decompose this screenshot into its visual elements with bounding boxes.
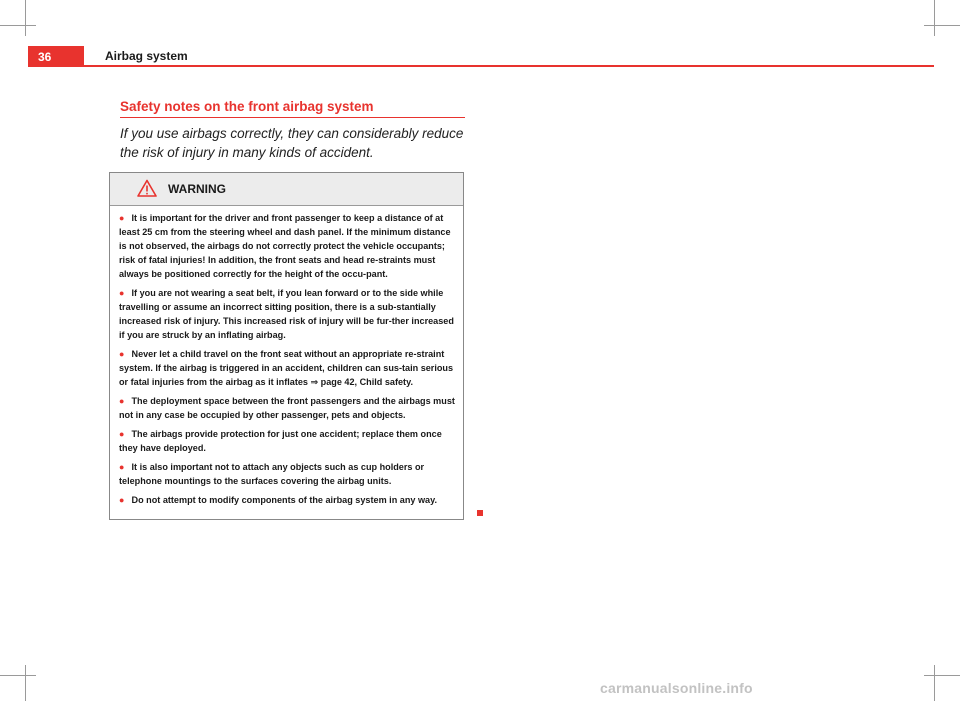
watermark: carmanualsonline.info — [600, 680, 753, 696]
warning-item — [119, 493, 456, 507]
warning-item — [119, 394, 456, 422]
bullet-icon: ● — [119, 288, 125, 298]
warning-item-text: The airbags provide protection for just one accident; replace them once they have deployed. — [119, 429, 442, 453]
warning-label: WARNING — [168, 182, 226, 196]
warning-item-text: If you are not wearing a seat belt, if you lean forward or to the side while travelling or assume an incorrect sitting position, there is a sub-stantially increased risk of injury. This increased risk of injury will be fur-ther increased if you are struck by an inflating airbag. — [119, 288, 454, 340]
warning-item-text: The deployment space between the front passengers and the airbags must not in any case be occupied by other passenger, pets and objects. — [119, 396, 455, 420]
bullet-icon: ● — [119, 349, 125, 359]
section-rule — [120, 117, 465, 118]
warning-item-text: It is also important not to attach any objects such as cup holders or telephone mountings to the surfaces covering the airbag units. — [119, 462, 425, 486]
warning-header — [110, 173, 463, 206]
chapter-title: Airbag system — [105, 49, 188, 63]
bullet-icon: ● — [119, 495, 125, 505]
crop-mark — [25, 665, 26, 701]
warning-item — [119, 460, 456, 488]
crop-mark — [934, 0, 935, 36]
warning-item — [119, 286, 456, 342]
crop-mark — [934, 665, 935, 701]
warning-body — [110, 206, 463, 507]
warning-item — [119, 427, 456, 455]
bullet-icon: ● — [119, 429, 125, 439]
warning-item — [119, 211, 456, 281]
crop-mark — [924, 25, 960, 26]
crop-mark — [0, 675, 36, 676]
warning-item-text: It is important for the driver and front passenger to keep a distance of at least 25 cm from the steering wheel and dash panel. If the minimum distance is not observed, the airbags do not correctly protect the vehicle occupants; risk of fatal injuries! In addition, the front seats and head re-straints must always be positioned correctly for the height of the occu-pant. — [119, 213, 451, 279]
crop-mark — [924, 675, 960, 676]
warning-box — [109, 172, 464, 520]
warning-triangle-icon — [137, 179, 157, 197]
section-end-marker — [477, 510, 483, 516]
intro-paragraph: If you use airbags correctly, they can considerably reduce the risk of injury in many kinds of accident. — [120, 126, 464, 160]
warning-item-text: Never let a child travel on the front seat without an appropriate re-straint system. If the airbag is triggered in an accident, children can sus-tain serious or fatal injuries from the airbag as it inflates ⇒ page 42, Child safety. — [119, 349, 454, 387]
header-rule — [28, 65, 934, 67]
warning-item-text: Do not attempt to modify components of the airbag system in any way. — [131, 495, 438, 505]
section-title: Safety notes on the front airbag system — [120, 99, 374, 114]
bullet-icon: ● — [119, 462, 125, 472]
crop-mark — [0, 25, 36, 26]
warning-item — [119, 347, 456, 389]
crop-mark — [25, 0, 26, 36]
page-number: 36 — [28, 46, 84, 66]
bullet-icon: ● — [119, 396, 125, 406]
bullet-icon: ● — [119, 213, 125, 223]
